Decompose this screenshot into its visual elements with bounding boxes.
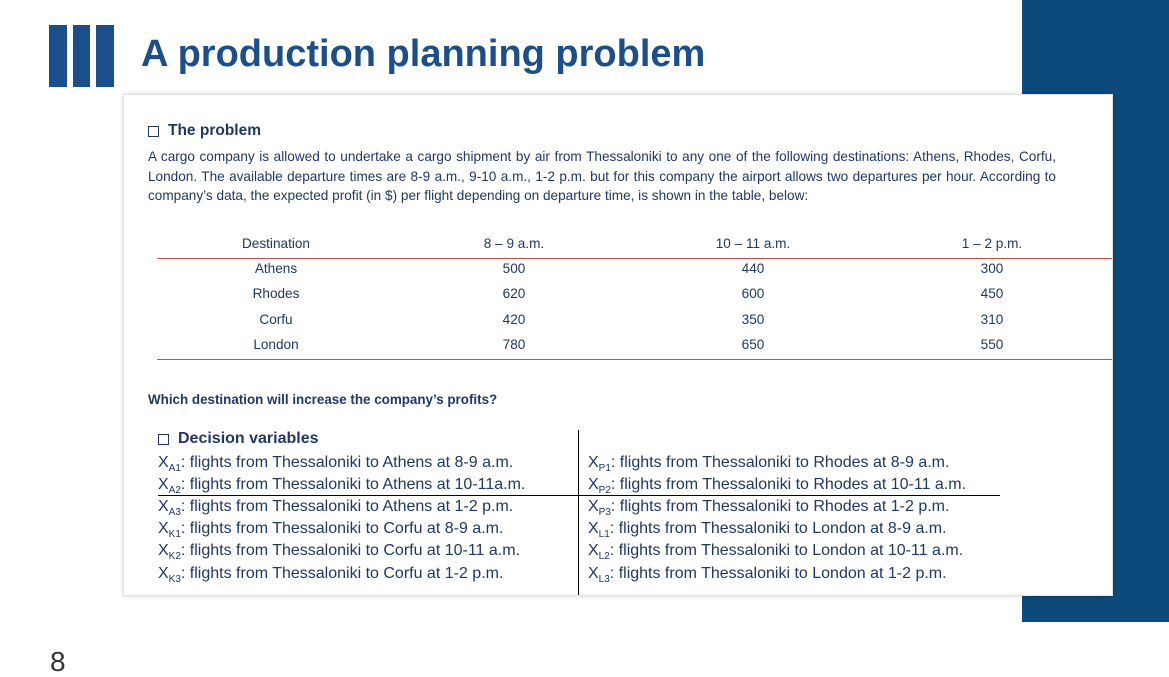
table-cell: London [253, 337, 299, 352]
table-cell: 350 [741, 312, 765, 327]
decision-var: $X_{K3}$: flights from Thessaloniki to Corfu at 1-2 p.m. [158, 565, 504, 586]
page-number: 8 [50, 646, 66, 677]
content-card [124, 95, 1112, 595]
question-text: Which destination will increase the company’s profits? [148, 392, 498, 407]
problem-paragraph: A cargo company is allowed to undertake a cargo shipment by air from Thessaloniki to any one of the following destinations: Athens, Rhodes, Corfu, London. The available departure times are 8-9 a.m., 9-10 a.m., 1-2 p.m. but for this company the airport allows two departures per hour. According to company’s data, the expected profit (in $) per flight depending on departure time, is shown in the table, below: [148, 149, 1056, 203]
problem-heading-label: The problem [168, 122, 262, 139]
decision-var: $X_{L2}$: flights from Thessaloniki to London at 10-11 a.m. [588, 542, 964, 563]
decision-var: $X_{P1}$: flights from Thessaloniki to Rhodes at 8-9 a.m. [588, 454, 950, 475]
checkbox-bullet-icon [148, 126, 159, 137]
table-header-rule [157, 258, 1112, 259]
table-cell: 420 [502, 312, 526, 327]
decision-var: $X_{A1}$: flights from Thessaloniki to Athens at 8-9 a.m. [158, 454, 514, 475]
table-header: 10 – 11 a.m. [715, 236, 791, 251]
problem-heading [148, 122, 261, 140]
decision-heading-label: Decision variables [178, 430, 319, 447]
decision-var: $X_{K1}$: flights from Thessaloniki to Corfu at 8-9 a.m. [158, 520, 504, 541]
decision-heading [158, 430, 319, 448]
table-bottom-rule [157, 359, 1112, 360]
decision-var: $X_{K2}$: flights from Thessaloniki to Corfu at 10-11 a.m. [158, 542, 521, 563]
table-cell: 550 [980, 337, 1004, 352]
table-cell: 450 [980, 286, 1004, 301]
table-cell: 310 [980, 312, 1004, 327]
table-cell: 650 [741, 337, 765, 352]
table-cell: 780 [502, 337, 526, 352]
decision-var: $X_{L3}$: flights from Thessaloniki to London at 1-2 p.m. [588, 565, 947, 586]
decision-var: $X_{A3}$: flights from Thessaloniki to Athens at 1-2 p.m. [158, 498, 514, 519]
slide-title: A production planning problem [141, 33, 706, 75]
table-header: Destination [241, 236, 310, 251]
table-header: 1 – 2 p.m. [961, 236, 1023, 251]
decision-var: $X_{L1}$: flights from Thessaloniki to London at 8-9 a.m. [588, 520, 947, 541]
decision-var: $X_{A2}$: flights from Thessaloniki to Athens at 10-11a.m. [158, 476, 526, 497]
table-cell: 300 [980, 261, 1004, 276]
decision-var: $X_{P3}$: flights from Thessaloniki to Rhodes at 1-2 p.m. [588, 498, 950, 519]
table-cell: Athens [254, 261, 298, 276]
decision-var: $X_{P2}$: flights from Thessaloniki to Rhodes at 10-11 a.m. [588, 476, 967, 497]
table-cell: Rhodes [252, 286, 300, 301]
table-cell: 500 [502, 261, 526, 276]
table-cell: 620 [502, 286, 526, 301]
checkbox-bullet-icon [158, 434, 169, 445]
table-cell: 440 [741, 261, 765, 276]
title-bars-icon [49, 25, 114, 87]
column-divider [578, 430, 579, 595]
table-cell: Corfu [259, 312, 293, 327]
table-cell: 600 [741, 286, 765, 301]
table-header: 8 – 9 a.m. [483, 236, 545, 251]
